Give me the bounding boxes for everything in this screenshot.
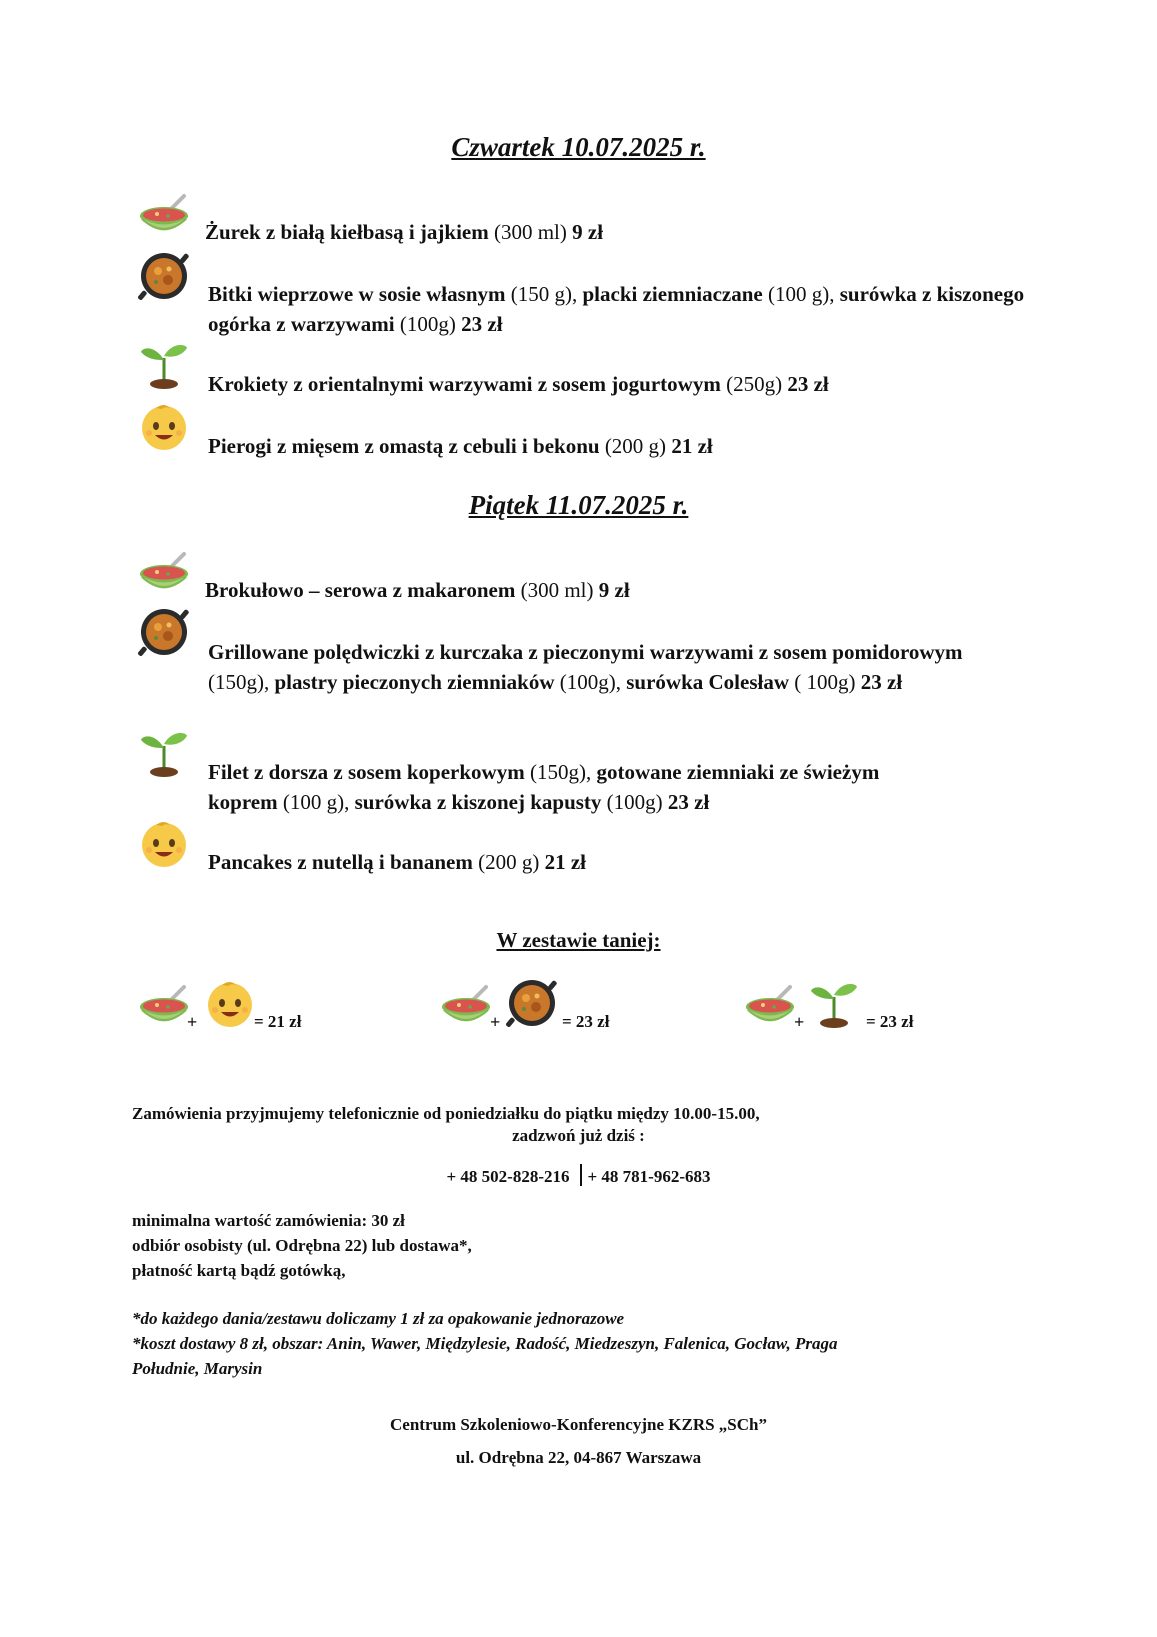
- orders-line-1: Zamówienia przyjmujemy telefonicznie od poniedziałku do piątku między 10.00-15.00,: [132, 1104, 760, 1123]
- menu-item-normal-text: ( 100g): [789, 670, 861, 694]
- pan-icon: [138, 606, 190, 658]
- note-delivery-2: Południe, Marysin: [132, 1359, 263, 1378]
- menu-item-bold-text: 21 zł: [544, 850, 587, 874]
- menu-item-bold-text: Krokiety z orientalnymi warzywami z sosem jogurtowym: [208, 372, 721, 396]
- baby-icon: [138, 400, 190, 452]
- soup-icon: [744, 983, 796, 1035]
- pan-icon: [138, 250, 190, 302]
- combo-price: = 23 zł: [562, 1012, 610, 1031]
- menu-item-bold-text: gotowane ziemniaki ze świeżym koprem: [208, 760, 880, 814]
- menu-item-bold-text: 21 zł: [671, 434, 713, 458]
- menu-item-bold-text: 9 zł: [572, 220, 604, 244]
- organization-name: Centrum Szkoleniowo-Konferencyjne KZRS „SCh”: [390, 1415, 767, 1434]
- orders-line-2: zadzwoń już dziś :: [512, 1126, 645, 1145]
- menu-item-bold-text: surówka z kiszonej kapusty: [354, 790, 602, 814]
- combo-price: = 23 zł: [866, 1012, 914, 1031]
- menu-item-normal-text: (150g),: [524, 760, 597, 784]
- phones: [0, 1164, 1157, 1189]
- organization-address: ul. Odrębna 22, 04-867 Warszawa: [455, 1448, 702, 1467]
- menu-item-bold-text: Żurek z białą kiełbasą i jajkiem: [205, 220, 494, 244]
- soup-icon: [138, 192, 190, 244]
- menu-item-bold-text: plastry pieczonych ziemniaków: [274, 670, 555, 694]
- plus-sign: +: [187, 1012, 198, 1032]
- menu-item-normal-text: (150 g),: [505, 282, 583, 306]
- phone-1[interactable]: + 48 502-828-216: [446, 1167, 570, 1186]
- menu-item-normal-text: (100g): [394, 312, 462, 336]
- menu-item-normal-text: (100g),: [554, 670, 627, 694]
- note-delivery-1: *koszt dostawy 8 zł, obszar: Anin, Wawer, Międzylesie, Radość, Miedzeszyn, Falenica, Gocław, Praga: [132, 1334, 838, 1353]
- menu-item-bold-text: surówka z kiszonego ogórka z warzywami: [208, 282, 1025, 336]
- menu-item-normal-text: (200 g): [472, 850, 545, 874]
- menu-item-normal-text: (100 g),: [762, 282, 840, 306]
- menu-item: [205, 217, 1025, 247]
- menu-item: [208, 279, 1028, 339]
- pickup-info: odbiór osobisty (ul. Odrębna 22) lub dostawa*,: [132, 1236, 472, 1255]
- menu-item-normal-text: (150g),: [208, 670, 275, 694]
- menu-item-normal-text: (200 g): [599, 434, 672, 458]
- menu-item-bold-text: Filet z dorsza z sosem koperkowym: [208, 760, 525, 784]
- separator: [580, 1164, 582, 1186]
- menu-item-normal-text: (100 g),: [277, 790, 355, 814]
- soup-icon: [440, 983, 492, 1035]
- menu-item: [208, 369, 1028, 399]
- menu-item-bold-text: Grillowane polędwiczki z kurczaka z pieczonymi warzywami z sosem pomidorowym: [208, 640, 963, 664]
- baby-icon: [138, 817, 190, 869]
- seedling-icon: [138, 726, 190, 778]
- menu-item-normal-text: (100g): [601, 790, 668, 814]
- menu-item-normal-text: (250g): [720, 372, 788, 396]
- combo-price: = 21 zł: [254, 1012, 302, 1031]
- pan-icon: [506, 977, 558, 1029]
- menu-item-bold-text: 23 zł: [860, 670, 903, 694]
- plus-sign: +: [490, 1012, 501, 1032]
- phone-2[interactable]: + 48 781-962-683: [587, 1167, 711, 1186]
- menu-item-bold-text: 9 zł: [598, 578, 630, 602]
- min-order: minimalna wartość zamówienia: 30 zł: [132, 1211, 405, 1230]
- menu-item-bold-text: Pancakes z nutellą i bananem: [208, 850, 473, 874]
- menu-item-bold-text: 23 zł: [461, 312, 503, 336]
- seedling-icon: [138, 338, 190, 390]
- menu-item: [208, 847, 1028, 877]
- menu-item-bold-text: placki ziemniaczane: [582, 282, 763, 306]
- day-title-thursday: Czwartek 10.07.2025 r.: [451, 132, 706, 162]
- menu-item-bold-text: Brokułowo – serowa z makaronem: [205, 578, 516, 602]
- menu-item-bold-text: Pierogi z mięsem z omastą z cebuli i bekonu: [208, 434, 600, 458]
- menu-item-bold-text: surówka Colesław: [626, 670, 789, 694]
- soup-icon: [138, 550, 190, 602]
- payment-info: płatność kartą bądź gotówką,: [132, 1261, 346, 1280]
- plus-sign: +: [794, 1012, 805, 1032]
- combo-title: W zestawie taniej:: [496, 928, 661, 952]
- menu-item: [208, 637, 998, 697]
- menu-item-bold-text: 23 zł: [667, 790, 710, 814]
- note-packaging: *do każdego dania/zestawu doliczamy 1 zł za opakowanie jednorazowe: [132, 1309, 625, 1328]
- menu-item-normal-text: (300 ml): [493, 220, 573, 244]
- day-title-friday: Piątek 11.07.2025 r.: [468, 490, 689, 520]
- menu-item: [208, 757, 948, 817]
- menu-item-bold-text: Bitki wieprzowe w sosie własnym: [208, 282, 506, 306]
- menu-item-bold-text: 23 zł: [787, 372, 829, 396]
- seedling-icon: [808, 977, 860, 1029]
- soup-icon: [138, 983, 190, 1035]
- menu-item-normal-text: (300 ml): [515, 578, 599, 602]
- baby-icon: [204, 977, 256, 1029]
- menu-item: [208, 431, 1028, 461]
- menu-item: [205, 575, 1025, 605]
